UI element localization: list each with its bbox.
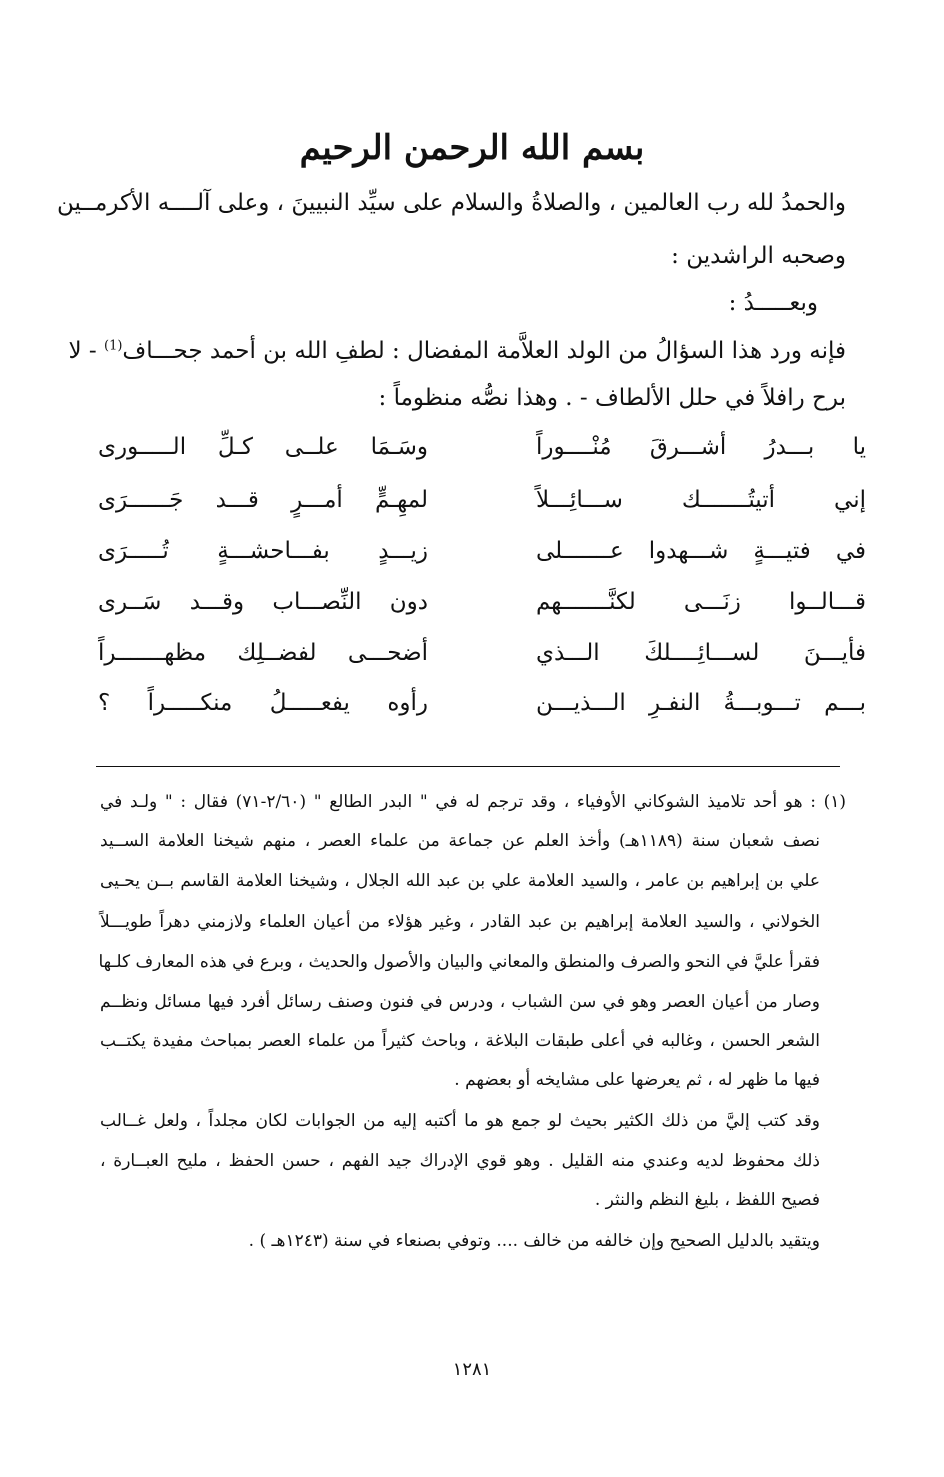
footnote-marker[interactable]: (1) [103, 338, 123, 354]
basmala-heading: بسم الله الرحمن الرحيم [299, 128, 645, 168]
footnote-line: ذلك محفوظ لديه وعندي منه القليل . وهو قوي الإدراك جيد الفهم ، حسن الحفظ ، مليح العبــارة ، [100, 1151, 820, 1171]
poem-verse [98, 434, 866, 470]
footnote-line: (١) : هو أحد تلاميذ الشوكاني الأوفياء ، وقد ترجم له في " البدر الطالع " (٢/٦٠-٧١) فقال : " ولـد في [100, 792, 846, 812]
verse-first-hemistich: إني أتيتُـــــــك ســـائِـــلاً [536, 487, 866, 513]
footnote-line: نصف شعبان سنة (١١٨٩هـ) وأخذ العلم عن جماعة من علماء العصر ، منهم شيخنا العلامة الســيد [100, 831, 820, 851]
poem-verse [98, 487, 866, 523]
verse-first-hemistich: في فتيـــةٍ شـــهدوا عـــــــلى [536, 538, 866, 564]
poem-verse [98, 589, 866, 625]
verse-first-hemistich: بـــم تـــوبـــةُ النفـرِ الـــذيـــن [536, 690, 866, 716]
footnote-line: وصار من أعيان العصر وهو في سن الشباب ، ودرس في فنون وصنف رسائل أفرد فيها مسائل ونظــم [100, 992, 820, 1012]
verse-second-hemistich: أضحـــى لفضــلِك مظهـــــــراً [98, 640, 428, 666]
verse-second-hemistich: دون النِّصـــاب وقـــد سَــرى [98, 589, 428, 615]
verse-first-hemistich: يا بـــدرُ أشـــرقَ مُنْــــوراً [536, 434, 866, 460]
intro-line-3: وبعـــــدُ : [728, 290, 818, 316]
verse-second-hemistich: زيـــدٍ بفـــاحشـــةٍ تُـــــرَى [98, 538, 428, 564]
poem-verse [98, 640, 866, 676]
footnote-line: فيها ما ظهر له ، ثم يعرضها على مشايخه أو بعضهم . [454, 1070, 820, 1090]
intro-line-5: برح رافلاً في حلل الألطاف - . وهذا نصُّه منظوماً : [378, 385, 846, 411]
verse-first-hemistich: فأيـــنَ لســـائِــــلكَ الـــذي [536, 640, 866, 666]
footnote-line: فقرأ عليَّ في النحو والصرف والمنطق والمعاني والبيان والأصول والحديث ، وبرع في هذه المعارف كلـها [98, 952, 820, 972]
intro-line-4 [68, 338, 846, 366]
intro-line-4-text: فإنه ورد هذا السؤالُ من الولد العلاَّمة المفضال : لطفِ الله بن أحمد جحـــاف [122, 338, 846, 364]
footnote-divider [96, 766, 840, 767]
verse-first-hemistich: قـــالــوا زنَـــى لكنَّـــــــهم [536, 589, 866, 615]
footnote-line: الخولاني ، والسيد العلامة إبراهيم بن عبد القادر ، وغير هؤلاء من أعيان العلماء ولازمني دهراً طويـــلاً [100, 912, 820, 932]
intro-line-4-tail: - لا [68, 338, 104, 364]
poem-verse [98, 690, 866, 726]
verse-second-hemistich: لمهِـمٍّ أمـــرٍ قـــد جَــــــرَى [98, 487, 428, 513]
footnote-line: الشعر الحسن ، وغالبه في أعلى طبقات البلاغة ، وباحث كثيراً من علماء العصر بمباحث مفيدة يكتــب [100, 1031, 820, 1051]
footnote-line: ويتقيد بالدليل الصحيح وإن خالفه من خالف .... وتوفي بصنعاء في سنة (١٢٤٣هـ ) . [248, 1231, 820, 1251]
footnote-line: وقد كتب إليَّ من ذلك الكثير بحيث لو جمع هو ما أكتبه إليه من الجوابات لكان مجلداً ، ولعل غــالب [100, 1111, 820, 1131]
footnote-line: فصيح اللفظ ، بليغ النظم والنثر . [594, 1190, 820, 1210]
footnote-line: علي بن إبراهيم بن عامر ، والسيد العلامة علي بن عبد الله الجلال ، وشيخنا العلامة القاسم بــن يحـيى [100, 871, 820, 891]
intro-line-2: وصحبه الراشدين : [671, 243, 846, 269]
intro-line-1: والحمدُ لله رب العالمين ، والصلاةُ والسلام على سيِّد النبيينَ ، وعلى آلــــه الأكرمــين [57, 190, 846, 216]
poem-verse [98, 538, 866, 574]
verse-second-hemistich: رأوه يفعـــــلُ منكـــــراً ؟ [98, 690, 428, 716]
page-number: ١٢٨١ [452, 1359, 492, 1380]
verse-second-hemistich: وسَـمَا علــى كـلِّ الـــــورى [98, 434, 428, 460]
